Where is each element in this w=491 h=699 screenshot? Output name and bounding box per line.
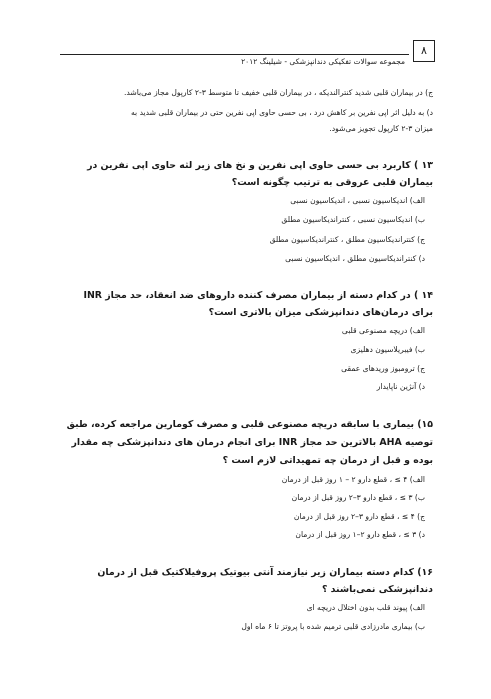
answer-option: ب) اندیکاسیون نسبی ، کنتراندیکاسیون مطلق xyxy=(281,215,425,224)
answer-option: الف) اندیکاسیون نسبی ، اندیکاسیون نسبی xyxy=(290,196,425,205)
answer-option: د) کنتراندیکاسیون مطلق ، اندیکاسیون نسبی xyxy=(285,254,425,263)
question-title: بوده و قبل از درمان چه تمهیداتی لازم است ؟ xyxy=(222,455,433,466)
page-header xyxy=(60,40,435,66)
question-title: دندانپزشکی نمی‌باشند ؟ xyxy=(321,584,433,595)
answer-option: د) ۳ ≥ ، قطع دارو ۲–۱ روز قبل از درمان xyxy=(295,530,425,539)
header-title: مجموعه سوالات تفکیکی دندانپزشکی - شیلینگ ۲۰۱۲ xyxy=(241,57,405,66)
intro-line: میزان ۳-۲ کارپول تجویز می‌شود. xyxy=(329,124,433,133)
question-title: بیماران قلبی عروقی به ترتیب چگونه است؟ xyxy=(231,177,433,188)
answer-option: د) آنژین ناپایدار xyxy=(376,382,425,391)
answer-option: ج) ۴ ≥ ، قطع دارو ۳–۲ روز قبل از درمان xyxy=(293,512,425,521)
header-rule xyxy=(60,54,409,55)
answer-option: ج) کنتراندیکاسیون مطلق ، کنتراندیکاسیون مطلق xyxy=(269,235,425,244)
intro-line: ج) در بیماران قلبی شدید کنترالندیکه ، در بیماران قلبی خفیف تا متوسط ۳-۲ کارپول مجاز می‌باشد. xyxy=(123,88,433,97)
answer-option: ج) ترومبوز وریدهای عمقی xyxy=(341,364,425,373)
page-number: ۸ xyxy=(421,44,427,57)
page-number-box xyxy=(413,40,435,62)
question-title: برای درمان‌های دندانپزشکی میزان بالاتری است؟ xyxy=(208,307,433,318)
answer-option: الف) دریچه مصنوعی قلبی xyxy=(341,326,425,335)
answer-option: الف) پیوند قلب بدون اختلال دریچه ای xyxy=(306,603,425,612)
intro-line: د) به دلیل اثر اپی نفرین بر کاهش درد ، بی حسی حاوی اپی نفرین حتی در بیماران قلبی شدید به xyxy=(130,108,433,117)
answer-option: الف) ۴ ≥ ، قطع دارو ۲ – ۱ روز قبل از درمان xyxy=(281,475,425,484)
question-title: ۱۵) بیماری با سابقه دریچه مصنوعی قلبی و مصرف کومارین مراجعه کرده، طبق xyxy=(66,419,433,430)
answer-option: ب) بیماری مادرزادی قلبی ترمیم شده با پروتز تا ۶ ماه اول xyxy=(241,622,425,631)
question-title: ۱۳ ) کاربرد بی حسی حاوی اپی نفرین و نخ های زیر لثه حاوی اپی نفرین در xyxy=(87,160,433,171)
answer-option: ب) فیبریلاسیون دهلیزی xyxy=(350,345,425,354)
question-title: ۱۶) کدام دسته بیماران زیر نیازمند آنتی بیوتیک پروفیلاکتیک قبل از درمان xyxy=(97,567,433,578)
answer-option: ب) ۳ ≥ ، قطع دارو ۳–۲ روز قبل از درمان xyxy=(291,493,425,502)
question-title: ۱۴ ) در کدام دسته از بیماران مصرف کننده داروهای ضد انعقاد، حد مجاز INR xyxy=(83,290,433,301)
question-title: توصیه AHA بالاترین حد مجاز INR برای انجام درمان های دندانپزشکی چه مقدار xyxy=(71,437,433,448)
